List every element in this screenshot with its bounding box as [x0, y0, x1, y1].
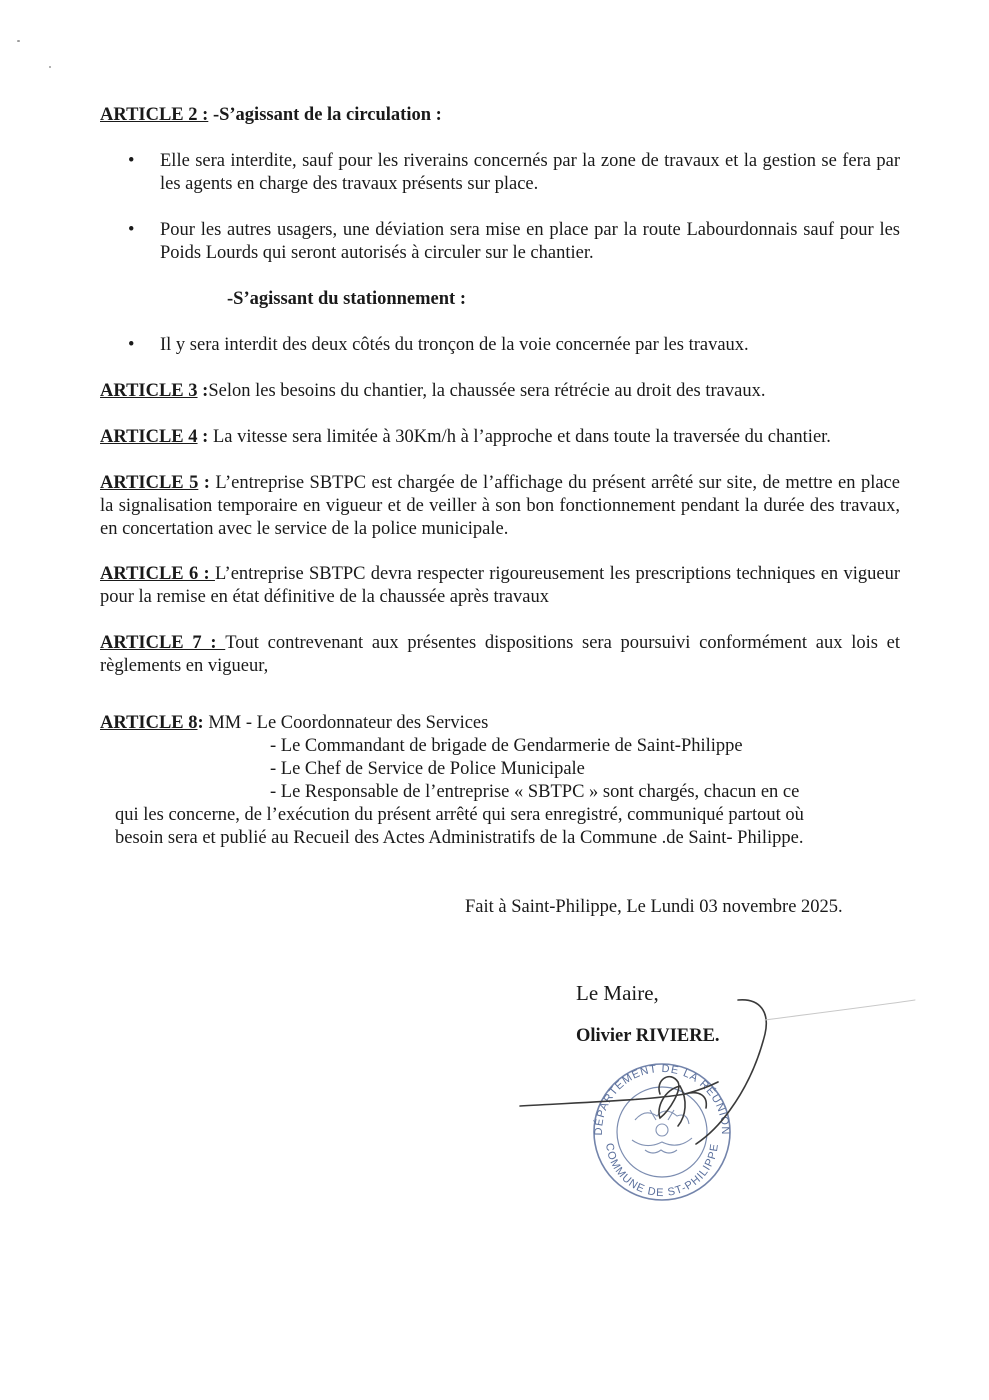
bullet-marker: •: [128, 220, 135, 240]
article-4-colon: :: [197, 427, 209, 447]
article-7: [100, 632, 900, 678]
article-4: [100, 426, 900, 449]
article-5-label: ARTICLE 5: [100, 473, 199, 493]
stamp-top-text: DÉPARTEMENT DE LA RÉUNION: [592, 1062, 732, 1136]
bullet-marker: •: [128, 151, 135, 171]
article-2-subheading: -S’agissant du stationnement :: [227, 289, 466, 309]
article-4-label: ARTICLE 4: [100, 427, 198, 447]
article-2-title: -S’agissant de la circulation :: [212, 105, 442, 125]
scan-speck: [17, 40, 20, 42]
article-4-text: La vitesse sera limitée à 30Km/h à l’approche et dans toute la traversée du chantier.: [208, 427, 831, 447]
article-8-line-2: - Le Commandant de brigade de Gendarmerie de Saint-Philippe: [270, 736, 743, 756]
article-2-heading: [100, 104, 900, 127]
article-8-label: ARTICLE 8: [100, 713, 198, 733]
article-2-bullet-3: Il y sera interdit des deux côtés du tronçon de la voie concernée par les travaux.: [160, 335, 749, 355]
article-2-bullet-2: Pour les autres usagers, une déviation sera mise en place par la route Labourdonnais sauf pour les Poids Lourds qui seront autorisés à circuler sur le chantier.: [160, 220, 900, 263]
article-8-colon: :: [197, 713, 204, 733]
article-8-line-5: qui les concerne, de l’exécution du présent arrêté qui sera enregistré, communiqué partout où: [115, 805, 804, 825]
article-7-label: ARTICLE 7 :: [100, 633, 226, 653]
stamp-and-signature: [510, 990, 930, 1210]
article-6-label: ARTICLE 6 :: [100, 564, 215, 584]
article-8-text-1: MM - Le Coordonnateur des Services: [203, 713, 489, 733]
handwritten-signature: [520, 1000, 915, 1144]
place-and-date: Fait à Saint-Philippe, Le Lundi 03 novembre 2025.: [465, 897, 843, 917]
municipal-stamp: [592, 1063, 731, 1200]
stamp-bottom-text: COMMUNE DE ST-PHILIPPE: [602, 1142, 722, 1200]
article-8-line-6: besoin sera et publié au Recueil des Actes Administratifs de la Commune .de Saint- Philippe.: [115, 828, 804, 848]
article-2-bullet-1: Elle sera interdite, sauf pour les riverains concernés par la zone de travaux et la gestion se fera par les agents en charge des travaux présents sur place.: [160, 151, 900, 194]
scan-speck: [49, 66, 51, 68]
article-3-text: Selon les besoins du chantier, la chaussée sera rétrécie au droit des travaux.: [208, 381, 766, 401]
article-2-label: ARTICLE 2 :: [100, 105, 209, 125]
signatory-title: Le Maire,: [576, 981, 659, 1005]
article-3-colon: :: [197, 381, 209, 401]
article-5-text: L’entreprise SBTPC est chargée de l’affichage du présent arrêté sur site, de mettre en place la signalisation temporaire en vigueur et de veiller à son bon fonctionnement pendant la durée des travaux, en concertation avec le service de la police municipale.: [100, 473, 900, 539]
article-7-text: Tout contrevenant aux présentes dispositions sera poursuivi conformément aux lois et règlements en vigueur,: [100, 633, 900, 676]
article-8-line-4: - Le Responsable de l’entreprise « SBTPC » sont chargés, chacun en ce: [270, 782, 800, 802]
article-5-colon: :: [198, 473, 210, 493]
article-6: [100, 563, 900, 609]
article-5: [100, 472, 900, 541]
bullet-marker: •: [128, 335, 135, 355]
signatory-name: Olivier RIVIERE.: [576, 1026, 720, 1046]
article-6-text: L’entreprise SBTPC devra respecter rigoureusement les prescriptions techniques en vigueur pour la remise en état définitive de la chaussée après travaux: [100, 564, 900, 607]
article-3: [100, 380, 900, 403]
article-8-line-3: - Le Chef de Service de Police Municipale: [270, 759, 585, 779]
article-3-label: ARTICLE 3: [100, 381, 198, 401]
article-8-line-1: [100, 712, 900, 735]
